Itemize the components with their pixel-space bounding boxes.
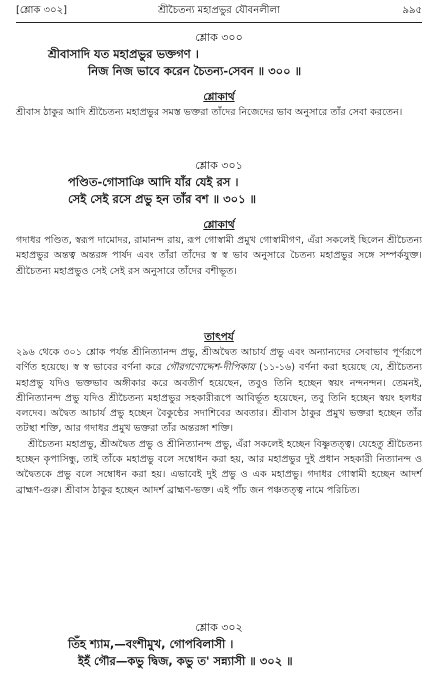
translation-text: শ্রীবাস ঠাকুর আদি শ্রীচৈতন্য মহাপ্রভুর সমস্ত ভক্তরা তাঁদের নিজেদের ভাব অনুসারে তাঁর সেবা করতেন। xyxy=(16,107,403,118)
purport-paragraph-1 xyxy=(16,345,422,437)
verse-title: শ্লোক ৩০২ xyxy=(195,621,243,634)
translation-title: শ্লোকার্থ xyxy=(203,219,235,231)
purport-paragraph-2: শ্রীচৈতন্য মহাপ্রভু, শ্রীঅদ্বৈত প্রভু ও শ্রীনিত্যানন্দ প্রভু, এঁরা সকলেই হচ্ছেন বিষ্ণুতত্ত্ব। যেহেতু শ্রীচৈতন্য হচ্ছেন কৃপাসিন্ধু, তাই তাঁকে মহাপ্রভু বলে সম্বোধন করা হয়, আর মহাপ্রভুর দুই প্রধান সহকারী নিত্যানন্দ ও অদ্বৈতকে প্রভু বলে সম্বোধন করা হয়। এভাবেই দুই প্রভু ও এক মহাপ্রভু। গদাধর গোস্বামী হচ্ছেন আদর্শ ব্রাহ্মণ-গুরু। শ্রীবাস ঠাকুর হচ্ছেন আদর্শ ব্রাহ্মণ-ভক্ত। এই পাঁচ জন পঞ্চতত্ত্ব নামে পরিচিত। xyxy=(16,438,422,496)
verse-line-1: শ্রীবাসাদি যত মহাপ্রভুর ভক্তগণ । xyxy=(48,47,199,61)
purport-301 xyxy=(16,330,422,498)
verse-line-2: ইহঁ গৌর—কভু দ্বিজ, কভু ত' সন্ন্যাসী ॥ ৩০২ ॥ xyxy=(78,654,293,668)
translation-300 xyxy=(16,90,422,120)
verse-301 xyxy=(16,158,422,208)
page-number: ৯৯৫ xyxy=(402,5,422,16)
purport-title: তাৎপর্য xyxy=(204,331,234,343)
verse-300 xyxy=(16,30,422,80)
verse-302 xyxy=(16,620,422,670)
header-verse-ref: [শ্লোক ৩০২] xyxy=(16,5,67,16)
translation-title: শ্লোকার্থ xyxy=(203,91,235,103)
verse-line-2: সেই সেই রসে প্রভু হন তাঁর বশ ॥ ৩০১ ॥ xyxy=(68,192,257,206)
verse-title: শ্লোক ৩০১ xyxy=(195,159,243,172)
header-title: শ্রীচৈতন্য মহাপ্রভুর যৌবনলীলা xyxy=(158,5,280,16)
purport-text: (১১-১৬) বর্ণনা করা হয়েছে যে, শ্রীচৈতন্য মহাপ্রভু যদিও ভক্তভাব অঙ্গীকার করে অবতীর্ণ হয়েছেন, তবুও তিনি হচ্ছেন স্বয়ং নন্দনন্দন। তেমনই, শ্রীনিত্যানন্দ প্রভু যদিও শ্রীচৈতন্য মহাপ্রভুর সহকারীরূপে আবির্ভূত হয়েছেন, তবু তিনি হচ্ছেন স্বয়ং হলধর বলদেব। অদ্বৈত আচার্য প্রভু হচ্ছেন বৈকুণ্ঠের সদাশিবের অবতার। শ্রীবাস ঠাকুর প্রমুখ ভক্তরা হচ্ছেন তাঁর তটস্থা শক্তি, আর গদাধর প্রমুখ ভক্তরা তাঁর অন্তরঙ্গা শক্তি। xyxy=(16,362,422,435)
verse-line-2: নিজ নিজ ভাবে করেন চৈতন্য-সেবন ॥ ৩০০ ॥ xyxy=(88,64,302,78)
verse-line-1: পণ্ডিত-গোসাঞি আদি যাঁর যেই রস । xyxy=(68,175,239,189)
running-header xyxy=(16,2,422,23)
purport-text: ২৯৬ থেকে ৩০১ শ্লোক পর্যন্ত শ্রীনিত্যানন্দ প্রভু, শ্রীঅদ্বৈত আচার্য প্রভু এবং অন্যান্যদের সেবাভাব পূর্ণরূপে বর্ণিত হয়েছে। স্ব স্ব ভাবের বর্ণনা করে xyxy=(16,347,422,374)
translation-text: গদাধর পণ্ডিত, স্বরূপ দামোদর, রামানন্দ রায়, রূপ গোস্বামী প্রমুখ গোস্বামীগণ, এঁরা সকলেই ছিলেন শ্রীচৈতন্য মহাপ্রভুর অন্তত্ব অন্তরঙ্গ পার্ষদ এবং তাঁরা তাঁদের স্ব স্ব ভাব অনুসারে চৈতন্য মহাপ্রভুর সঙ্গে সম্পর্কযুক্ত। শ্রীচৈতন্য মহাপ্রভুও সেই সেই রস অনুসারে তাঁদের বশীভূত। xyxy=(16,235,422,277)
book-title-reference: গৌরগণোদ্দেশ-দীপিকায় xyxy=(165,362,255,374)
verse-title: শ্লোক ৩০০ xyxy=(195,31,243,44)
translation-301 xyxy=(16,218,422,279)
verse-line-1: তিঁহ শ্যাম,—বংশীমুখ, গোপবিলাসী । xyxy=(68,637,234,651)
